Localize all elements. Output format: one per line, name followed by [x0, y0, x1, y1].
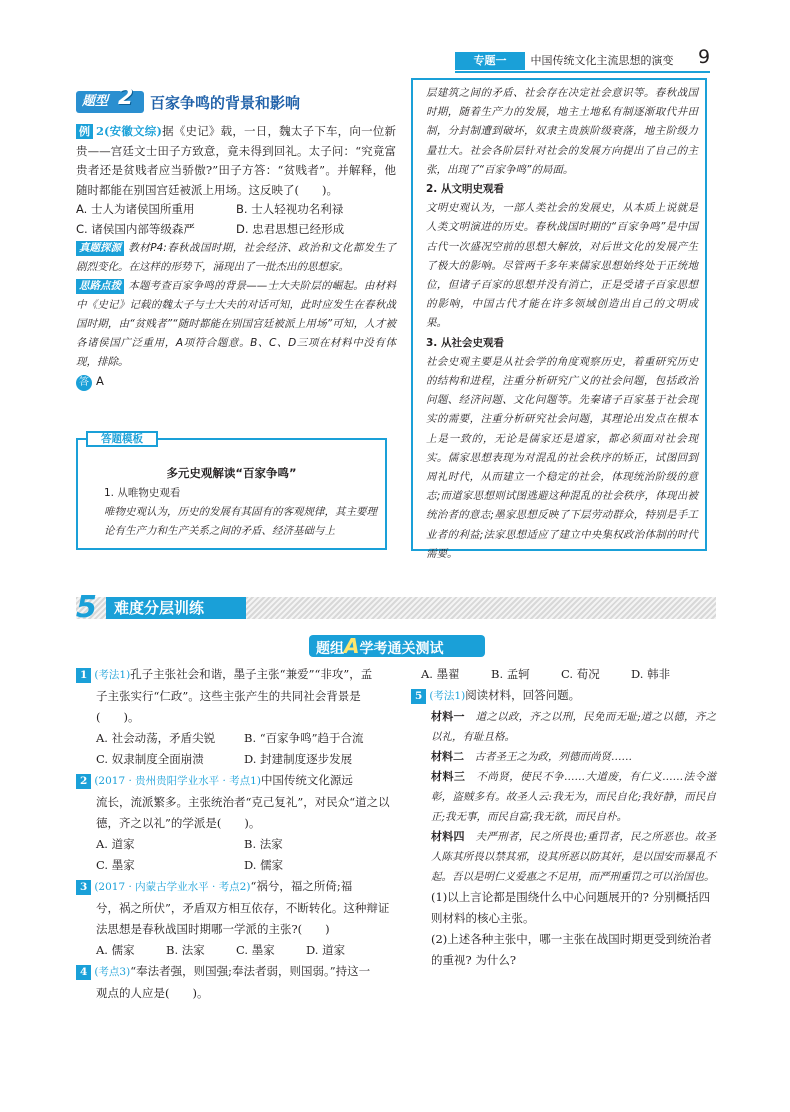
q1-stem-2: 子主张实行“仁政”。这些主张产生的共同社会背景是( )。 [96, 689, 361, 724]
template-text-1: 唯物史观认为，历史的发展有其固有的客观规律，其主要理论有生产力和生产关系之间的矛盾、经济基础与上 [104, 506, 377, 537]
q2-stem-2: 流长，流派繁多。主张统治者“克己复礼”，对民众“道之以德，齐之以礼”的学派是( )。 [96, 795, 390, 830]
q4-option-b: B. 孟轲 [491, 667, 530, 681]
q3-options [76, 940, 396, 961]
question-2 [76, 770, 396, 876]
q1-option-a: A. 社会动荡，矛盾尖锐 [96, 731, 216, 745]
type-badge: 题型 2 [76, 91, 144, 113]
material-3: 材料三 不尚贤，使民不争……大道废，有仁义……法令滋彰，盗贼多有。故圣人云:我无为，而民自化;我好静，而民自正;我无事，而民自富;我无欲，而民自朴。 [431, 770, 717, 823]
right-heading-3: 3. 从社会史观看 [426, 336, 504, 349]
q5-source: (考法1) [429, 690, 466, 702]
header-rule [455, 71, 710, 73]
q4-source: (考点3) [94, 966, 131, 978]
idea-text: 本题考查百家争鸣的背景——士大夫阶层的崛起。由材料中《史记》记载的魏太子与士大夫的对话可知，此时应发生在春秋战国时期，由“贫贱者”“随时都能在别国宫廷被派上用场”可知，人才被各诸侯国广泛重用，A项符合题意。B、C、D三项在材料中没有体现，排除。 [76, 280, 396, 368]
example-options-row-1 [76, 200, 396, 220]
q1-stem-1: 孔子主张社会和谐，墨子主张“兼爱”“非攻”，孟 [130, 667, 373, 681]
section-title: 难度分层训练 [106, 597, 246, 619]
group-title: 题组A学考通关测试 [316, 634, 444, 658]
questions-right [411, 664, 716, 971]
right-heading-2: 2. 从文明史观看 [426, 183, 504, 196]
template-tab: 答题模板 [86, 431, 158, 447]
template-heading-1: 1. 从唯物史观看 [104, 487, 181, 499]
q5-stem: 阅读材料，回答问题。 [465, 688, 581, 702]
example-options-row-2 [76, 220, 396, 240]
q5-materials [411, 707, 716, 971]
option-d: D. 忠君思想已经形成 [236, 221, 345, 236]
q3-option-c: C. 墨家 [236, 943, 275, 957]
q1-option-c: C. 奴隶制度全面崩溃 [96, 752, 204, 766]
source-para [76, 239, 396, 277]
template-title: 多元史观解读“百家争鸣” [166, 466, 297, 480]
idea-tag: 思路点拨 [76, 279, 124, 294]
q4-option-a: A. 墨翟 [421, 667, 460, 681]
q4-option-c: C. 荀况 [561, 667, 600, 681]
q3-stem-1: “祸兮，福之所倚;福 [250, 879, 353, 893]
q2-options-1 [76, 834, 396, 855]
example-block [76, 122, 396, 392]
idea-para [76, 277, 396, 372]
right-template-body [426, 84, 698, 564]
option-b: B. 士人轻视功名利禄 [236, 202, 344, 216]
right-para-2: 文明史观认为，一部人类社会的发展史，从本质上说就是人类文明演进的历史。春秋战国时期的“百家争鸣”是中国古代一次盛况空前的思想大解放，对后世文化的发展产生了极大的影响。尽管两千多年来儒家思想始终处于正统地位，但诸子百家的思想并没有消亡，正是受诸子百家思想的影响，中国古代才能在许多领域创造出自己的文明成果。 [426, 202, 698, 330]
material-4: 材料四 夫严刑者，民之所畏也;重罚者，民之所恶也。故圣人陈其所畏以禁其邪，设其所恶以防其奸，是以国安而暴乱不起。吾以是明仁义爱惠之不足用，而严刑重罚之可以治国也。 [431, 830, 717, 883]
question-3 [76, 876, 396, 961]
q2-option-c: C. 墨家 [96, 858, 135, 872]
q1-number: 1 [76, 668, 91, 683]
example-stem-para [76, 122, 396, 200]
right-para-3: 社会史观主要是从社会学的角度观察历史，着重研究历史的结构和进程，注重分析研究广义的社会问题，包括政治问题、经济问题、文化问题等。先秦诸子百家基于社会现实的需要，注重分析研究社会问题，其理论出发点在根本上是一致的，无论是儒家还是道家，都必须面对社会现实。儒家思想表现为对混乱的社会秩序的矫正，试图回到周礼时代，从而建立一个稳定的社会，体现统治阶级的意志;而道家思想则试图逃避这种混乱的社会秩序，体现出被统治者的意志;墨家思想反映了下层劳动群众，特别是手工业者的利益;法家思想适应了建立中央集权政治体制的时代需要。 [426, 355, 698, 560]
type-title: 百家争鸣的背景和影响 [150, 94, 301, 112]
q5-sub-1: (1)以上言论都是围绕什么中心问题展开的? 分别概括四则材料的核心主张。 [431, 890, 711, 925]
q2-source: (2017 · 贵州贵阳学业水平 · 考点1) [94, 775, 261, 787]
topic-tag: 专题一 [455, 52, 525, 70]
question-5 [411, 685, 716, 971]
example-badge: 例 [76, 124, 93, 139]
right-para-1: 层建筑之间的矛盾、社会存在决定社会意识等。春秋战国时期，随着生产力的发展，地主土地私有制逐渐取代井田制，分封制遭到破坏，奴隶主贵族阶级衰落，地主阶级力量壮大。社会各阶层针对社会的发展方向提出了自己的主张，出现了“百家争鸣”的局面。 [426, 87, 698, 176]
source-text: 教材P4:春秋战国时期，社会经济、政治和文化都发生了剧烈变化。在这样的形势下，涌现出了一批杰出的思想家。 [76, 242, 396, 273]
questions-left [76, 664, 396, 1004]
q3-number: 3 [76, 880, 91, 895]
q3-option-a: A. 儒家 [96, 943, 135, 957]
question-1 [76, 664, 396, 770]
option-c: C. 诸侯国内部等级森严 [76, 221, 195, 236]
q4-stem-2: 观点的人应是( )。 [96, 986, 209, 1000]
example-stem: 据《史记》载，一日，魏太子下车，向一位新贵——宫廷文士田子方致意，竟未得到回礼。太子问：“究竟富贵者还是贫贱者应当骄傲?”田子方答：“贫贱者”。并解释，他随时都能在别国宫廷被派上用场。这反映了( )。 [76, 124, 396, 197]
q2-option-a: A. 道家 [96, 837, 135, 851]
example-number: 2(安徽文综) [96, 124, 162, 138]
q3-source: (2017 · 内蒙古学业水平 · 考点2) [94, 881, 251, 893]
template-body [104, 484, 384, 541]
q5-sub-2: (2)上述各种主张中，哪一主张在战国时期更受到统治者的重视? 为什么? [431, 932, 712, 967]
q1-option-b: B. “百家争鸣”趋于合流 [244, 731, 364, 745]
q4-number: 4 [76, 965, 91, 980]
answer-value: A [96, 374, 104, 388]
q4-option-d: D. 韩非 [631, 667, 671, 681]
material-2: 材料二 古者圣王之为政，列德而尚贤…… [431, 750, 632, 763]
q2-options-2 [76, 855, 396, 876]
answer-label: 答 [76, 375, 92, 391]
q4-options [411, 664, 716, 685]
q2-option-b: B. 法家 [244, 837, 283, 851]
source-tag: 真题探源 [76, 241, 124, 256]
material-1: 材料一 道之以政，齐之以刑，民免而无耻;道之以德，齐之以礼，有耻且格。 [431, 710, 717, 743]
q2-option-d: D. 儒家 [244, 858, 284, 872]
q1-options-1 [76, 728, 396, 749]
q5-number: 5 [411, 689, 426, 704]
topic-title: 中国传统文化主流思想的演变 [530, 54, 674, 67]
page-number: 9 [698, 46, 711, 68]
q2-number: 2 [76, 774, 91, 789]
q1-option-d: D. 封建制度逐步发展 [244, 752, 353, 766]
q1-options-2 [76, 749, 396, 770]
q3-option-b: B. 法家 [166, 943, 205, 957]
section-number: 5 [76, 590, 97, 625]
q1-source: (考法1) [94, 669, 131, 681]
q4-stem-1: “奉法者强，则国强;奉法者弱，则国弱。”持这一 [130, 964, 371, 978]
q3-option-d: D. 道家 [306, 943, 346, 957]
q3-stem-2: 兮，祸之所伏”，矛盾双方相互依存，不断转化。这种辩证法思想是春秋战国时期哪一学派的主张?( ) [96, 901, 390, 936]
option-a: A. 士人为诸侯国所重用 [76, 202, 195, 216]
answer-line [76, 372, 396, 392]
q2-stem-1: 中国传统文化源远 [260, 773, 353, 787]
question-4 [76, 961, 396, 1004]
